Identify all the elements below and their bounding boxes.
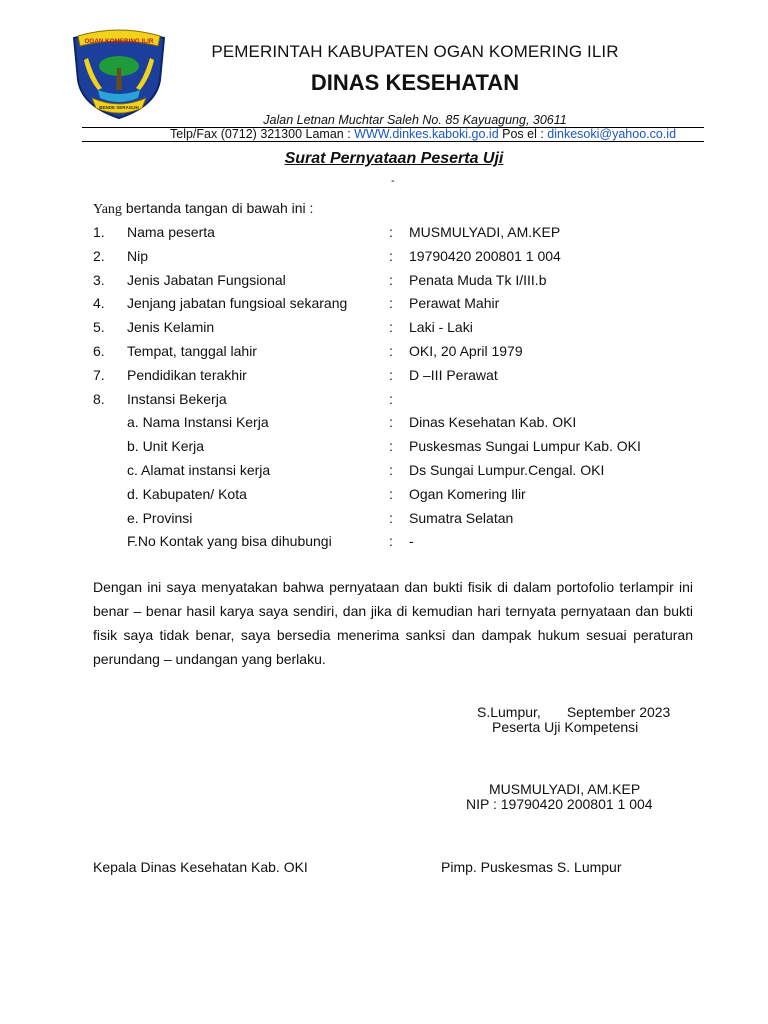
row-number: 4. [93, 295, 105, 312]
row-label: Jenis Kelamin [127, 319, 215, 336]
letter-title: Surat Pernyataan Peserta Uji [284, 150, 504, 167]
row-label: Instansi Bekerja [127, 390, 227, 407]
row-label: a. Nama Instansi Kerja [127, 414, 269, 431]
row-label: Jenis Jabatan Fungsional [127, 271, 286, 288]
row-value: Ogan Komering Ilir [409, 485, 526, 502]
row-value: - [409, 533, 414, 550]
intro-rest: bertanda tangan di bawah ini : [121, 200, 314, 216]
row-value: Ds Sungai Lumpur.Cengal. OKI [409, 462, 605, 478]
intro-yang: Yang [93, 202, 122, 217]
logo-text-top: OGAN KOMERING ILIR [84, 38, 154, 45]
row-colon: : [389, 343, 393, 359]
row-value: MUSMULYADI, AM.KEP [409, 224, 561, 240]
row-colon: : [389, 462, 393, 478]
row-label: F.No Kontak yang bisa dihubungi [127, 533, 332, 550]
row-label: d. Kabupaten/ Kota [127, 485, 247, 502]
row-value: 19790420 200801 1 004 [409, 247, 561, 264]
row-colon: : [389, 247, 393, 264]
agency-name: DINAS KESEHATAN [310, 70, 520, 95]
row-number: 1. [93, 224, 105, 240]
row-number: 3. [93, 271, 105, 288]
header-rule-thin [82, 141, 704, 142]
row-label: c. Alamat instansi kerja [127, 462, 271, 478]
row-number: 7. [93, 366, 105, 383]
email-label: Pos el : [498, 127, 548, 141]
title-dash: - [391, 175, 395, 187]
signer-nip: NIP : 19790420 200801 1 004 [466, 796, 653, 812]
row-colon: : [389, 295, 393, 312]
email-link[interactable]: dinkesoki@yahoo.co.id [547, 127, 677, 141]
row-number: 2. [93, 247, 105, 264]
agency-address: Jalan Letnan Muchtar Saleh No. 85 Kayuagung, 30611 [263, 113, 567, 127]
intro-line [93, 200, 313, 218]
contact-line [170, 127, 676, 141]
row-colon: : [389, 438, 393, 455]
row-colon: : [389, 414, 393, 431]
row-value: Penata Muda Tk I/III.b [409, 271, 547, 288]
row-label: b. Unit Kerja [127, 438, 205, 455]
row-colon: : [389, 390, 393, 407]
row-value: OKI, 20 April 1979 [409, 343, 523, 359]
row-value: Sumatra Selatan [409, 509, 514, 526]
logo-text-bottom: BENDE SERAGUH [99, 105, 139, 110]
row-value: D –III Perawat [409, 366, 498, 383]
puskesmas-head-signatory: Pimp. Puskesmas S. Lumpur [441, 859, 622, 875]
row-value: Puskesmas Sungai Lumpur Kab. OKI [409, 438, 641, 455]
row-colon: : [389, 533, 393, 550]
place-date [477, 704, 670, 720]
row-colon: : [389, 271, 393, 288]
row-value: Dinas Kesehatan Kab. OKI [409, 414, 577, 431]
row-label: e. Provinsi [127, 509, 193, 526]
place: S.Lumpur, [477, 704, 541, 720]
head-of-agency-signatory: Kepala Dinas Kesehatan Kab. OKI [93, 859, 308, 875]
date: September 2023 [566, 704, 671, 720]
row-colon: : [389, 366, 393, 383]
row-label: Pendidikan terakhir [127, 366, 247, 383]
row-label: Jenjang jabatan fungsioal sekarang [127, 295, 348, 312]
row-label: Nama peserta [127, 224, 215, 240]
signer-name: MUSMULYADI, AM.KEP [489, 781, 641, 797]
row-colon: : [389, 224, 393, 240]
row-number: 5. [93, 319, 105, 336]
contact-prefix: Telp/Fax (0712) 321300 Laman : [170, 127, 355, 141]
row-number: 6. [93, 343, 105, 359]
statement-paragraph: Dengan ini saya menyatakan bahwa pernyataan dan bukti fisik di dalam portofolio terlampir ini benar – benar hasil karya saya sendiri, dan jika di kemudian hari ternyata pernyataan dan bukti fisik saya tidak benar, saya bersedia menerima sanksi dan dampak hukum sesuai peraturan perundang – undangan yang berlaku. [93, 579, 693, 667]
row-value: Laki - Laki [409, 319, 473, 336]
row-value: Perawat Mahir [409, 295, 500, 312]
row-colon: : [389, 509, 393, 526]
signer-role: Peserta Uji Kompetensi [492, 719, 639, 735]
row-colon: : [389, 319, 393, 336]
website-link[interactable]: WWW.dinkes.kaboki.go.id [354, 127, 499, 141]
government-name: PEMERINTAH KABUPATEN OGAN KOMERING ILIR [211, 42, 619, 61]
row-colon: : [389, 485, 393, 502]
row-number: 8. [93, 390, 105, 407]
row-label: Nip [127, 247, 149, 264]
row-label: Tempat, tanggal lahir [127, 343, 257, 359]
